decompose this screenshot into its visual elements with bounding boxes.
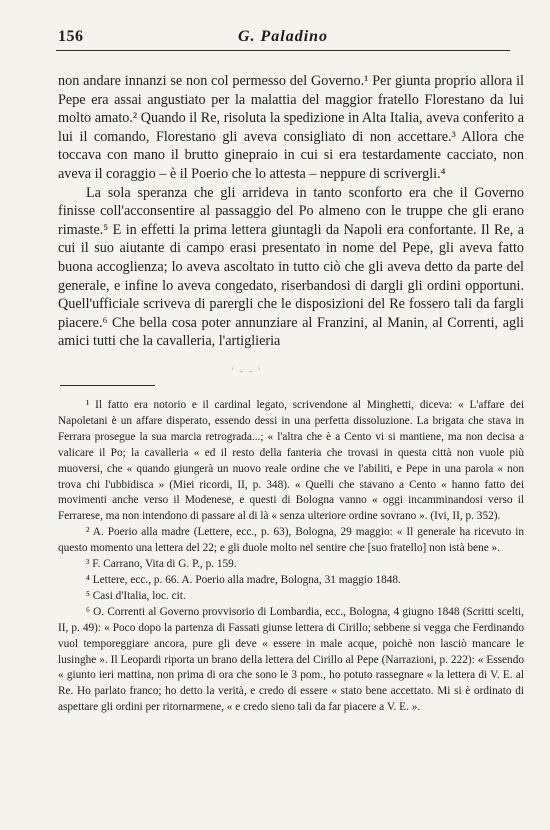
page-number: 156 (58, 28, 84, 45)
paragraph: La sola speranza che gli arrideva in tanto sconforto era che il Governo finisse coll'acconsentire al passaggio del Po almeno con le truppe che gli erano rimaste.⁵ E in effetti la prima lettera giuntagli da Napoli era confortante. Il Re, a cui il suo aiutante di campo erasi presentato in nome del Pepe, gli aveva fatto buona accoglienza; lo aveva ascoltato in tutto ciò che gli aveva detto da parte del generale, e infine lo aveva congedato, riserbandosi di dargli gli ordini opportuni. Quell'ufficiale scriveva di parergli che le disposizioni del Re fossero tali da fargli piacere.⁶ Che bella cosa poter annunziare al Franzini, al Manin, al Correnti, agli amici tutti che la cavalleria, l'artiglieria (58, 184, 524, 350)
footnote: ³ F. Carrano, Vita di G. P., p. 159. (86, 558, 237, 571)
footnote: ¹ Il fatto era notorio e il cardinal legato, scrivendone al Minghetti, diceva: « L'affare dei Napoletani è un affare disperato, essendo dessi in una perfetta dissoluzione. La brigata che stava in Ferrara prosegue la sua marcia retrograda...; « l'altra che è a Cento vi si mantiene, ma non decisa a valicare il Po; la cavalleria « ed il resto della fanteria che trovasi in questa città non vuole più muoversi, che « quando giungerà un nuovo reale ordine che ve l'abiliti, e Pepe in una parola « non trova chi l'ubbidisca » (Miei ricordi, II, p. 348). « Quelli che stavano a Cento « hanno fatto dei movimenti anche verso il Modenese, e questi di Bologna vanno « oggi incamminandosi verso il Ferrarese, ma non intendono di passare al di là « senza ulteriore ordine sovrano ». (Ivi, II, p. 352). (58, 399, 524, 523)
footnote: ⁴ Lettere, ecc., p. 66. A. Poerio alla madre, Bologna, 31 maggio 1848. (86, 573, 401, 586)
page-header (56, 28, 510, 51)
footnote: ⁶ O. Correnti al Governo provvisorio di Lombardia, ecc., Bologna, 4 giugno 1848 (Scritti scelti, II, p. 49): « Poco dopo la partenza di Fassati giunse lettera di Cirillo; sebbene si vegga che Ferdinando vuol temporeggiare ancora, pure gli deve « essere in male acque, poichè non lasciò mancare le lusinghe ». Il Leopardi riporta un brano della lettera del Cirillo al Pepe (Narrazioni, p. 222): « Essendo « giunto ieri mattina, non prima di ora che sono le 3 pom., ho potuto rassegnare « la lettera di V. E. al Re. Ho parlato franco; ho detto la verità, e credo di essere « stato bene accettato. Mi si è ordinato di aspettare gli ordini per ritornarmene, « e credo sieno tali da far piacere a V. E. ». (58, 605, 524, 714)
paragraph: non andare innanzi se non col permesso del Governo.¹ Per giunta proprio allora il Pepe era assai angustiato per la malattia del maggior fratello Florestano da lui molto amato.² Quando il Re, risoluta la spedizione in Alta Italia, aveva conferito a lui il comando, Florestano gli aveva consigliato di non accettare.³ Allora che toccava con mano il brutto ginepraio in cui si era testardamente cacciato, non aveva il coraggio – è il Poerio che lo attesta – neppure di scrivergli.⁴ (58, 73, 524, 182)
footnote: ⁵ Casi d'Italia, loc. cit. (86, 589, 186, 602)
body-text (58, 72, 524, 351)
footnotes (58, 398, 524, 716)
stray-mark: ' - - ' (232, 366, 262, 376)
footnote: ² A. Poerio alla madre (Lettere, ecc., p. 63), Bologna, 29 maggio: « Il generale ha ricevuto in questo momento una lettera del 22; e gli duole molto nel sentire che [suo fratello] non istà bene ». (58, 526, 524, 555)
running-head: G. Paladino (237, 28, 329, 45)
footnote-rule (60, 385, 155, 386)
